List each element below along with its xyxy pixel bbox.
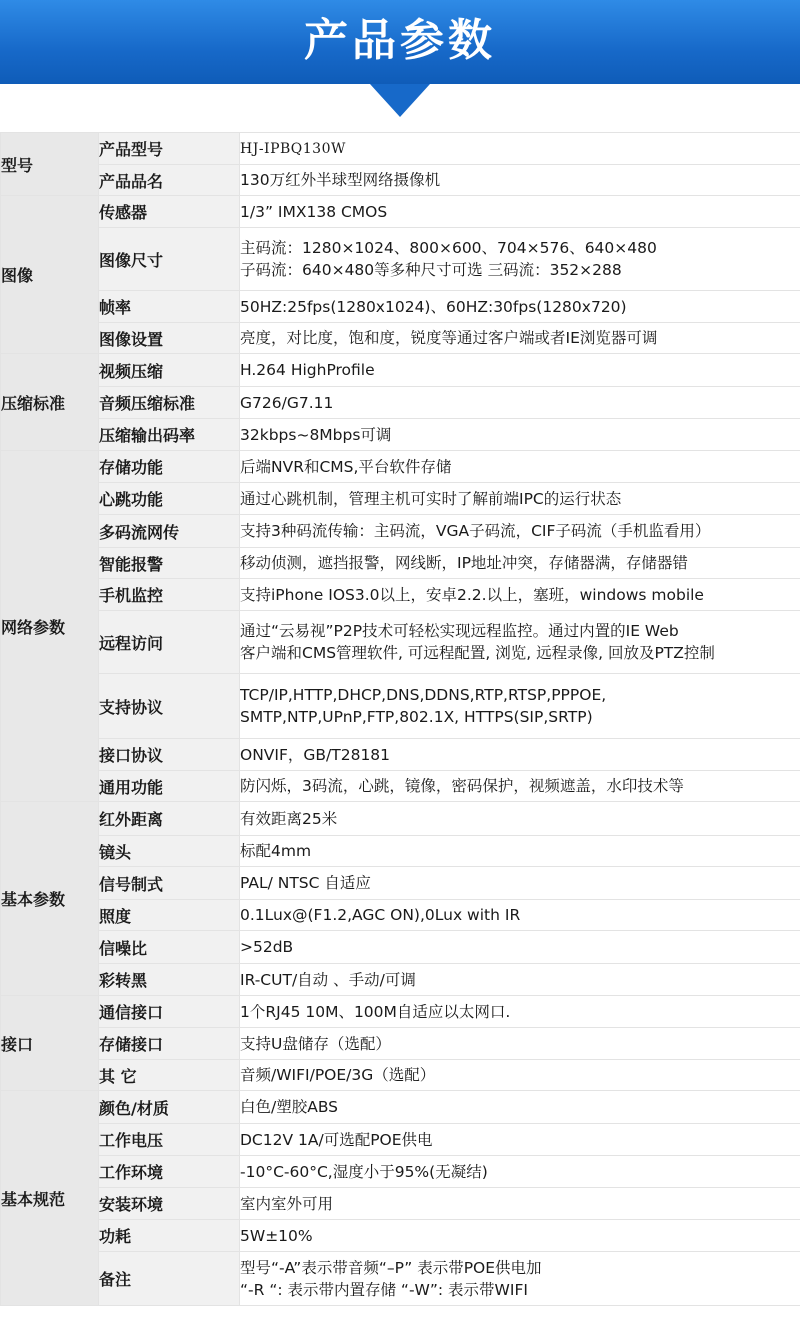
spec-value-line: 移动侦测，遮挡报警，网线断，IP地址冲突，存储器满，存储器错 [240,554,688,572]
spec-value [240,1252,800,1306]
spec-value-line: 支持iPhone IOS3.0以上，安卓2.2.以上，塞班，windows mobile [240,585,704,604]
spec-value [240,836,800,867]
spec-label: 支持协议 [99,674,240,739]
category-cell: 压缩标准 [1,354,99,451]
spec-row [1,1156,800,1188]
spec-row [1,611,800,674]
spec-value [240,611,800,674]
spec-value-line: 通过心跳机制，管理主机可实时了解前端IPC的运行状态 [240,489,622,508]
spec-label: 功耗 [99,1220,240,1252]
spec-row [1,387,800,419]
spec-row [1,196,800,228]
spec-value [240,771,800,802]
spec-value-line: 支持3种码流传输：主码流，VGA子码流，CIF子码流（手机监看用） [240,522,711,540]
spec-value-line: 32kbps~8Mbps可调 [240,425,392,444]
spec-value-line: 后端NVR和CMS,平台软件存储 [240,457,452,476]
spec-label: 压缩输出码率 [99,419,240,451]
spec-value [240,196,800,228]
spec-label: 工作环境 [99,1156,240,1188]
spec-value [240,133,800,165]
spec-label: 信噪比 [99,931,240,964]
category-cell: 图像 [1,196,99,354]
spec-value [240,419,800,451]
banner-down-arrow [370,84,430,117]
spec-value [240,1124,800,1156]
spec-row [1,900,800,931]
spec-value [240,579,800,611]
spec-row [1,1188,800,1220]
spec-row [1,674,800,739]
category-cell: 接口 [1,996,99,1091]
spec-value-line: G726/G7.11 [240,393,334,412]
spec-label: 工作电压 [99,1124,240,1156]
spec-value-line: 1/3” IMX138 CMOS [240,202,388,221]
spec-row [1,771,800,802]
spec-row [1,165,800,196]
spec-value-line: 亮度，对比度，饱和度，锐度等通过客户端或者IE浏览器可调 [240,329,658,347]
category-cell: 型号 [1,133,99,196]
spec-value-line: ONVIF，GB/T28181 [240,745,391,764]
spec-value [240,165,800,196]
spec-row [1,133,800,165]
spec-row [1,354,800,387]
spec-row [1,483,800,515]
spec-value [240,802,800,836]
spec-row [1,1220,800,1252]
spec-value-line: TCP/IP,HTTP,DHCP,DNS,DDNS,RTP,RTSP,PPPOE, [240,686,607,704]
spec-value [240,1220,800,1252]
spec-value-line: IR-CUT/自动 、手动/可调 [240,970,416,989]
spec-row [1,867,800,900]
spec-value [240,228,800,291]
spec-value [240,931,800,964]
spec-value [240,1156,800,1188]
spec-label: 产品品名 [99,165,240,196]
spec-label: 帧率 [99,291,240,323]
spec-label: 信号制式 [99,867,240,900]
spec-value-line: 室内室外可用 [240,1194,334,1213]
spec-label: 颜色/材质 [99,1091,240,1124]
spec-label: 通用功能 [99,771,240,802]
spec-value [240,900,800,931]
spec-row [1,1091,800,1124]
spec-value-line: 子码流：640×480等多种尺寸可选 三码流：352×288 [240,261,622,279]
spec-label: 智能报警 [99,548,240,579]
spec-value [240,548,800,579]
spec-value-line: 支持U盘储存（选配） [240,1034,391,1053]
spec-label: 视频压缩 [99,354,240,387]
spec-row [1,1028,800,1060]
spec-value-line: >52dB [240,938,294,956]
spec-label: 其 它 [99,1060,240,1091]
spec-row [1,419,800,451]
spec-value-line: 有效距离25米 [240,809,338,828]
spec-value [240,483,800,515]
spec-label: 产品型号 [99,133,240,165]
spec-value-line: “-R “: 表示带内置存储 “-W”: 表示带WIFI [240,1280,528,1299]
spec-row [1,579,800,611]
spec-value [240,1188,800,1220]
spec-value-line: 防闪烁，3码流，心跳，镜像，密码保护，视频遮盖，水印技术等 [240,777,684,795]
spec-label: 镜头 [99,836,240,867]
spec-value-line: 主码流：1280×1024、800×600、704×576、640×480 [240,239,657,257]
spec-value [240,867,800,900]
spec-row [1,996,800,1028]
spec-value [240,964,800,996]
spec-label: 红外距离 [99,802,240,836]
spec-value-line: 130万红外半球型网络摄像机 [240,171,441,189]
category-cell: 网络参数 [1,451,99,802]
spec-value-line: 标配4mm [240,842,312,860]
spec-value [240,387,800,419]
spec-row [1,515,800,548]
spec-label: 音频压缩标准 [99,387,240,419]
page-title: 产品参数 [304,15,496,66]
spec-row [1,836,800,867]
spec-label: 图像设置 [99,323,240,354]
spec-label: 多码流网传 [99,515,240,548]
spec-value-line: DC12V 1A/可选配POE供电 [240,1130,433,1149]
spec-row [1,1252,800,1306]
spec-value [240,354,800,387]
spec-value-line: 50HZ:25fps(1280x1024)、60HZ:30fps(1280x720) [240,297,627,316]
spec-value [240,1028,800,1060]
spec-value [240,451,800,483]
spec-value-line: 5W±10% [240,1226,313,1245]
spec-row [1,964,800,996]
spec-row [1,323,800,354]
spec-label: 存储接口 [99,1028,240,1060]
spec-table [0,132,800,1306]
spec-label: 接口协议 [99,739,240,771]
spec-label: 安装环境 [99,1188,240,1220]
spec-row [1,1124,800,1156]
spec-row [1,451,800,483]
spec-value [240,996,800,1028]
category-cell: 基本参数 [1,802,99,996]
spec-row [1,931,800,964]
spec-value-line: 型号“-A”表示带音频“–P” 表示带POE供电加 [240,1258,542,1277]
spec-value [240,1091,800,1124]
spec-row [1,1060,800,1091]
spec-label: 传感器 [99,196,240,228]
spec-value [240,674,800,739]
spec-row [1,228,800,291]
spec-value [240,323,800,354]
spec-value [240,739,800,771]
spec-label: 备注 [99,1252,240,1306]
spec-label: 彩转黑 [99,964,240,996]
spec-table-body [1,133,800,1306]
spec-row [1,291,800,323]
spec-value [240,291,800,323]
spec-value [240,1060,800,1091]
spec-value-line: PAL/ NTSC 自适应 [240,874,371,892]
spec-row [1,739,800,771]
spec-value-line: H.264 HighProfile [240,361,375,379]
spec-label: 照度 [99,900,240,931]
spec-row [1,802,800,836]
spec-label: 存储功能 [99,451,240,483]
spec-value-line: 白色/塑胶ABS [240,1098,339,1116]
spec-label: 图像尺寸 [99,228,240,291]
header-banner [0,0,800,84]
spec-value-line: -10°C-60°C,湿度小于95%(无凝结) [240,1162,488,1181]
spec-value-line: 0.1Lux@(F1.2,AGC ON),0Lux with IR [240,906,521,924]
spec-label: 手机监控 [99,579,240,611]
category-cell: 基本规范 [1,1091,99,1306]
spec-label: 远程访问 [99,611,240,674]
spec-value-line: HJ-IPBQ130W [240,140,346,157]
spec-label: 通信接口 [99,996,240,1028]
spec-row [1,548,800,579]
spec-value-line: SMTP,NTP,UPnP,FTP,802.1X, HTTPS(SIP,SRTP) [240,708,593,726]
spec-value-line: 音频/WIFI/POE/3G（选配） [240,1066,436,1084]
spec-value-line: 客户端和CMS管理软件, 可远程配置, 浏览, 远程录像, 回放及PTZ控制 [240,644,715,662]
spec-value-line: 通过“云易视”P2P技术可轻松实现远程监控。通过内置的IE Web [240,622,679,640]
spec-value [240,515,800,548]
spec-value-line: 1个RJ45 10M、100M自适应以太网口. [240,1002,511,1021]
spec-label: 心跳功能 [99,483,240,515]
